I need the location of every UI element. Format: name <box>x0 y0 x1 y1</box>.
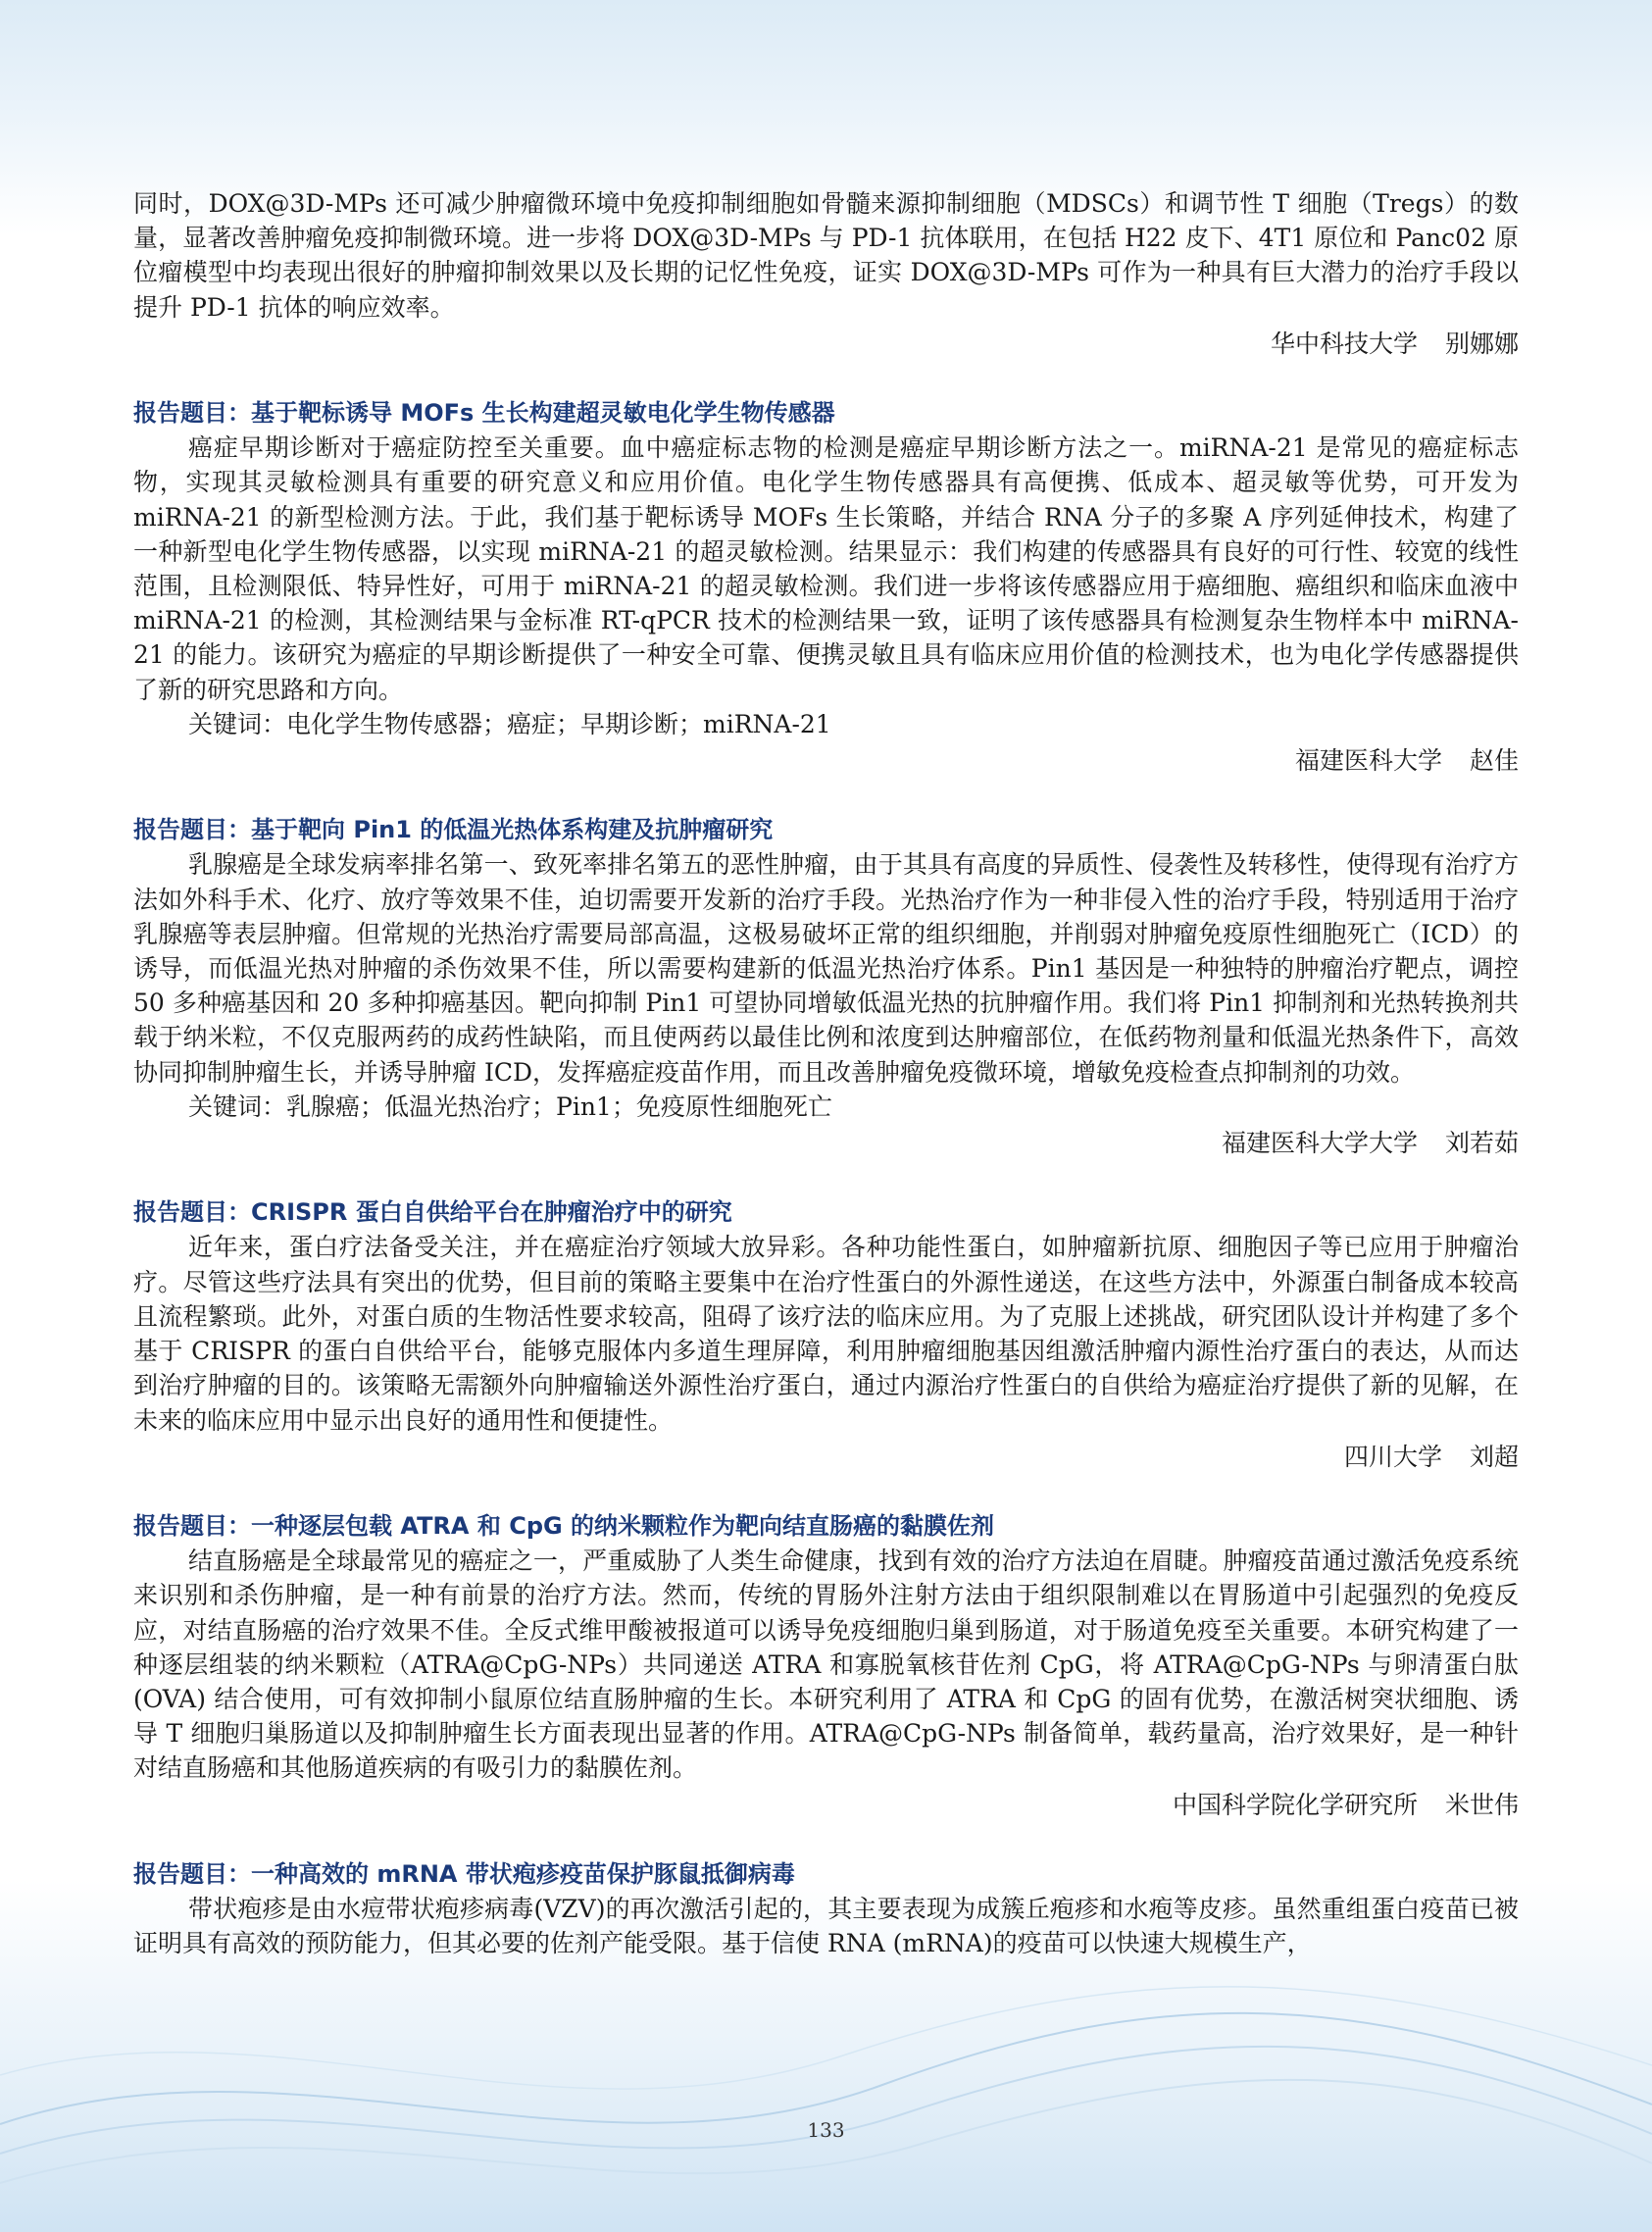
report-section <box>133 1857 1519 1961</box>
report-title: 报告题目：CRISPR 蛋白自供给平台在肿瘤治疗中的研究 <box>133 1198 732 1227</box>
author: 刘若茹 <box>1444 1129 1519 1158</box>
intro-paragraph: 同时，DOX@3D-MPs 还可减少肿瘤微环境中免疫抑制细胞如骨髓来源抑制细胞（MDSCs）和调节性 T 细胞（Tregs）的数量，显著改善肿瘤免疫抑制微环境。进一步将 DOX@3D-MPs 与 PD-1 抗体联用，在包括 H22 皮下、4T1 原位和 Panc02 原位瘤模型中均表现出很好的肿瘤抑制效果以及长期的记忆性免疫，证实 DOX@3D-MPs 可作为一种具有巨大潜力的治疗手段以提升 PD-1 抗体的响应效率。 <box>133 189 1519 322</box>
author: 赵佳 <box>1469 746 1519 776</box>
affiliation <box>133 1126 1519 1160</box>
page-number: 133 <box>807 2118 845 2142</box>
report-section <box>133 396 1519 778</box>
institution: 中国科学院化学研究所 <box>1172 1790 1418 1819</box>
institution: 四川大学 <box>1343 1442 1442 1471</box>
report-abstract: 近年来，蛋白疗法备受关注，并在癌症治疗领域大放异彩。各种功能性蛋白，如肿瘤新抗原、细胞因子等已应用于肿瘤治疗。尽管这些疗法具有突出的优势，但目前的策略主要集中在治疗性蛋白的外源性递送，在这些方法中，外源蛋白制备成本较高且流程繁琐。此外，对蛋白质的生物活性要求较高，阻碍了该疗法的临床应用。为了克服上述挑战，研究团队设计并构建了多个基于 CRISPR 的蛋白自供给平台，能够克服体内多道生理屏障，利用肿瘤细胞基因组激活肿瘤内源性治疗蛋白的表达，从而达到治疗肿瘤的目的。该策略无需额外向肿瘤输送外源性治疗蛋白，通过内源治疗性蛋白的自供给为癌症治疗提供了新的见解，在未来的临床应用中显示出良好的通用性和便捷性。 <box>133 1233 1519 1435</box>
report-title: 报告题目：基于靶标诱导 MOFs 生长构建超灵敏电化学生物传感器 <box>133 399 835 428</box>
report-section <box>133 1195 1519 1474</box>
page-content <box>133 186 1519 1960</box>
author: 刘超 <box>1469 1442 1519 1471</box>
report-abstract: 癌症早期诊断对于癌症防控至关重要。血中癌症标志物的检测是癌症早期诊断方法之一。miRNA-21 是常见的癌症标志物，实现其灵敏检测具有重要的研究意义和应用价值。电化学生物传感器具有高便携、低成本、超灵敏等优势，可开发为 miRNA-21 的新型检测方法。于此，我们基于靶标诱导 MOFs 生长策略，并结合 RNA 分子的多聚 A 序列延伸技术，构建了一种新型电化学生物传感器，以实现 miRNA-21 的超灵敏检测。结果显示：我们构建的传感器具有良好的可行性、较宽的线性范围，且检测限低、特异性好，可用于 miRNA-21 的超灵敏检测。我们进一步将该传感器应用于癌细胞、癌组织和临床血液中 miRNA-21 的检测，其检测结果与金标准 RT-qPCR 技术的检测结果一致，证明了该传感器具有检测复杂生物样本中 miRNA-21 的能力。该研究为癌症的早期诊断提供了一种安全可靠、便携灵敏且具有临床应用价值的检测技术，也为电化学传感器提供了新的研究思路和方向。 <box>133 433 1519 704</box>
report-abstract: 带状疱疹是由水痘带状疱疹病毒(VZV)的再次激活引起的，其主要表现为成簇丘疱疹和水疱等皮疹。虽然重组蛋白疫苗已被证明具有高效的预防能力，但其必要的佐剂产能受限。基于信使 RNA (mRNA)的疫苗可以快速大规模生产， <box>133 1894 1519 1958</box>
affiliation <box>133 743 1519 778</box>
report-section <box>133 1509 1519 1822</box>
report-title: 报告题目：一种逐层包载 ATRA 和 CpG 的纳米颗粒作为靶向结直肠癌的黏膜佐剂 <box>133 1511 995 1540</box>
report-title: 报告题目：基于靶向 Pin1 的低温光热体系构建及抗肿瘤研究 <box>133 816 774 844</box>
institution: 福建医科大学 <box>1294 746 1442 776</box>
author: 别娜娜 <box>1444 329 1519 358</box>
report-title: 报告题目：一种高效的 mRNA 带状疱疹疫苗保护豚鼠抵御病毒 <box>133 1859 795 1888</box>
affiliation <box>133 1788 1519 1822</box>
institution: 福建医科大学大学 <box>1221 1129 1418 1158</box>
report-abstract: 结直肠癌是全球最常见的癌症之一，严重威胁了人类生命健康，找到有效的治疗方法迫在眉睫。肿瘤疫苗通过激活免疫系统来识别和杀伤肿瘤，是一种有前景的治疗方法。然而，传统的胃肠外注射方法由于组织限制难以在胃肠道中引起强烈的免疫反应，对结直肠癌的治疗效果不佳。全反式维甲酸被报道可以诱导免疫细胞归巢到肠道，对于肠道免疫至关重要。本研究构建了一种逐层组装的纳米颗粒（ATRA@CpG-NPs）共同递送 ATRA 和寡脱氧核苷佐剂 CpG，将 ATRA@CpG-NPs 与卵清蛋白肽 (OVA) 结合使用，可有效抑制小鼠原位结直肠肿瘤的生长。本研究利用了 ATRA 和 CpG 的固有优势，在激活树突状细胞、诱导 T 细胞归巢肠道以及抑制肿瘤生长方面表现出显著的作用。ATRA@CpG-NPs 制备简单，载药量高，治疗效果好，是一种针对结直肠癌和其他肠道疾病的有吸引力的黏膜佐剂。 <box>133 1547 1519 1783</box>
author: 米世伟 <box>1444 1790 1519 1819</box>
affiliation <box>133 1440 1519 1474</box>
report-abstract: 乳腺癌是全球发病率排名第一、致死率排名第五的恶性肿瘤，由于其具有高度的异质性、侵袭性及转移性，使得现有治疗方法如外科手术、化疗、放疗等效果不佳，迫切需要开发新的治疗手段。光热治疗作为一种非侵入性的治疗手段，特别适用于治疗乳腺癌等表层肿瘤。但常规的光热治疗需要局部高温，这极易破坏正常的组织细胞，并削弱对肿瘤免疫原性细胞死亡（ICD）的诱导，而低温光热对肿瘤的杀伤效果不佳，所以需要构建新的低温光热治疗体系。Pin1 基因是一种独特的肿瘤治疗靶点，调控 50 多种癌基因和 20 多种抑癌基因。靶向抑制 Pin1 可望协同增敏低温光热的抗肿瘤作用。我们将 Pin1 抑制剂和光热转换剂共载于纳米粒，不仅克服两药的成药性缺陷，而且使两药以最佳比例和浓度到达肿瘤部位，在低药物剂量和低温光热条件下，高效协同抑制肿瘤生长，并诱导肿瘤 ICD，发挥癌症疫苗作用，而且改善肿瘤免疫微环境，增敏免疫检查点抑制剂的功效。 <box>133 850 1519 1087</box>
report-keywords: 关键词：乳腺癌；低温光热治疗；Pin1；免疫原性细胞死亡 <box>188 1091 832 1121</box>
affiliation <box>133 327 1519 361</box>
intro-section <box>133 186 1519 361</box>
institution: 华中科技大学 <box>1270 329 1418 358</box>
report-section <box>133 813 1519 1160</box>
report-keywords: 关键词：电化学生物传感器；癌症；早期诊断；miRNA-21 <box>188 709 831 738</box>
